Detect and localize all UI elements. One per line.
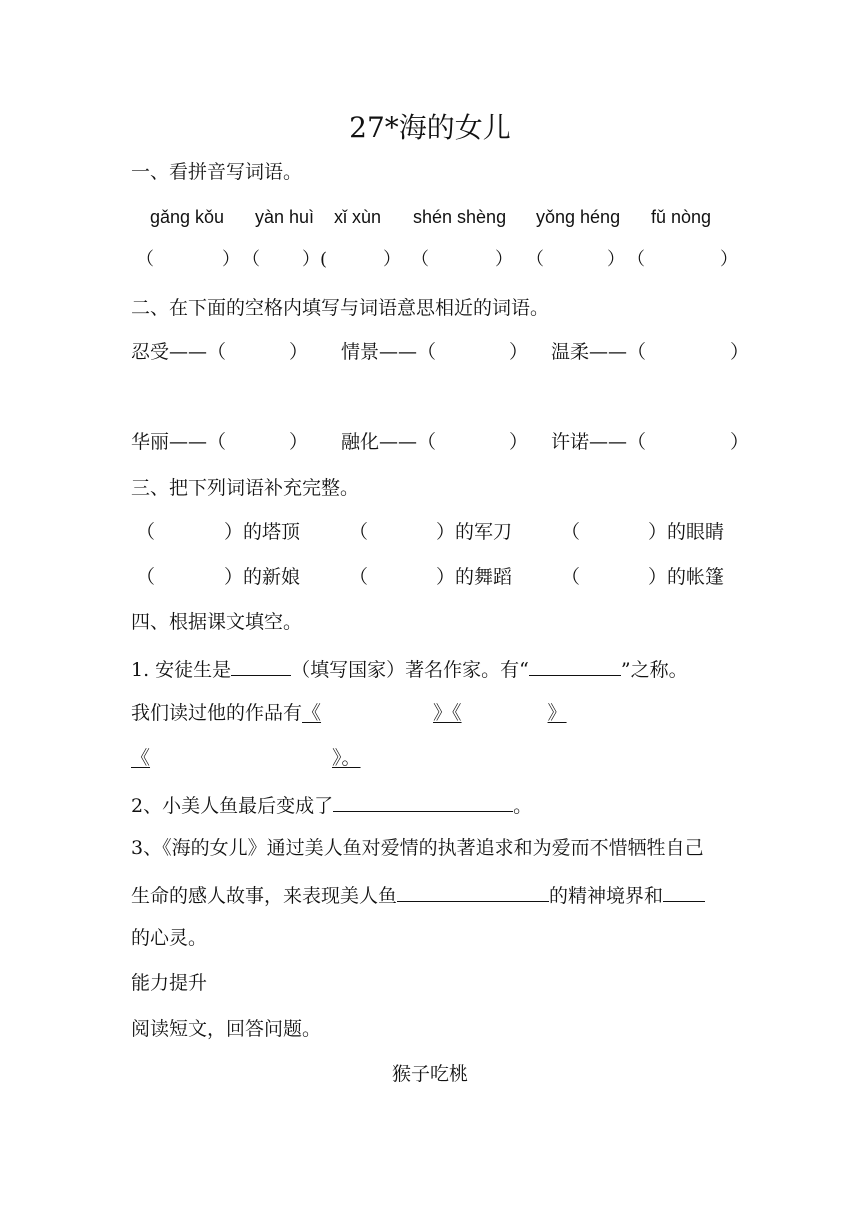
synonym-close-3: ） (730, 341, 750, 363)
complete-open-2: （ (349, 521, 369, 543)
blank-spirit[interactable] (397, 881, 549, 902)
synonym-item-4: 华丽——（ (131, 431, 227, 453)
blank-title[interactable] (529, 655, 621, 676)
pinyin-2: yàn huì (255, 207, 315, 227)
synonym-item-3: 温柔——（ (551, 341, 647, 363)
synonym-word: 融化 (341, 431, 380, 453)
synonym-close-2: ） (509, 341, 529, 363)
complete-open-4: （ (136, 566, 156, 588)
complete-open-6: （ (561, 566, 581, 588)
question-3-line-2: 生命的感人故事，来表现美人鱼 的精神境界和 (131, 881, 705, 908)
synonym-word: 忍受 (131, 341, 170, 363)
complete-item-6: ）的帐篷 (648, 566, 725, 588)
synonym-item-2: 情景——（ (341, 341, 437, 363)
paren-open-4: （ (411, 249, 429, 270)
paren-open-2: （ (242, 249, 260, 270)
question-1-line-1: 1. 安徒生是 （填写国家）著名作家。有“ ”之称。 (131, 655, 688, 682)
page-title: 27*海的女儿 (349, 111, 511, 144)
synonym-close-1: ） (289, 341, 309, 363)
synonym-close-4: ） (289, 431, 309, 453)
paren-open-1: （ (136, 249, 154, 270)
pinyin-4: shén shèng (413, 207, 507, 227)
paren-close-4: ） (495, 249, 513, 270)
works-blank-2[interactable]: 《 》。 (131, 747, 361, 769)
complete-open-1: （ (136, 521, 156, 543)
paren-close-5: ） (607, 249, 625, 270)
question-3-line-3: 的心灵。 (131, 927, 208, 949)
reading-instruction: 阅读短文，回答问题。 (131, 1018, 322, 1040)
section1-heading: 一、看拼音写词语。 (131, 161, 303, 183)
paren-close-1: ） (222, 249, 240, 270)
pinyin-1: gǎng kǒu (150, 207, 225, 227)
synonym-item-6: 许诺——（ (551, 431, 647, 453)
complete-item-4: ）的新娘 (224, 566, 301, 588)
section3-heading: 三、把下列词语补充完整。 (131, 477, 360, 499)
blank-became[interactable] (333, 791, 513, 812)
question-1-line-2: 我们读过他的作品有《 》《 》 (131, 702, 567, 724)
pinyin-5: yǒng héng (536, 207, 621, 227)
complete-item-3: ）的眼睛 (648, 521, 725, 543)
paren-close-open-2-3: ）( (302, 249, 328, 270)
story-title: 猴子吃桃 (391, 1063, 468, 1085)
synonym-close-6: ） (730, 431, 750, 453)
pinyin-6: fǔ nòng (651, 207, 712, 227)
section2-heading: 二、在下面的空格内填写与词语意思相近的词语。 (131, 297, 550, 319)
complete-open-5: （ (349, 566, 369, 588)
paren-open-6: （ (627, 249, 645, 270)
paren-close-3: ） (383, 249, 401, 270)
paren-open-5: （ (526, 249, 544, 270)
question-2: 2、小美人鱼最后变成了 。 (131, 791, 532, 818)
synonym-item-1: 忍受——（ (131, 341, 227, 363)
synonym-item-5: 融化——（ (341, 431, 437, 453)
ability-heading: 能力提升 (131, 972, 208, 994)
works-blank-1[interactable]: 《 》《 》 (302, 702, 567, 724)
synonym-close-5: ） (509, 431, 529, 453)
complete-item-5: ）的舞蹈 (436, 566, 513, 588)
section4-heading: 四、根据课文填空。 (131, 611, 303, 633)
blank-country[interactable] (231, 655, 291, 676)
paren-close-6: ） (720, 249, 738, 270)
pinyin-3: xǐ xùn (334, 207, 382, 227)
complete-item-2: ）的军刀 (436, 521, 513, 543)
synonym-word: 华丽 (131, 431, 170, 453)
question-1-line-3 (131, 746, 361, 770)
complete-open-3: （ (561, 521, 581, 543)
synonym-word: 许诺 (551, 431, 590, 453)
blank-heart[interactable] (663, 881, 705, 902)
complete-item-1: ）的塔顶 (224, 521, 301, 543)
synonym-word: 温柔 (551, 341, 590, 363)
question-3-line-1: 3、《海的女儿》通过美人鱼对爱情的执著追求和为爱而不惜牺牲自己 (131, 837, 704, 859)
synonym-word: 情景 (341, 341, 380, 363)
